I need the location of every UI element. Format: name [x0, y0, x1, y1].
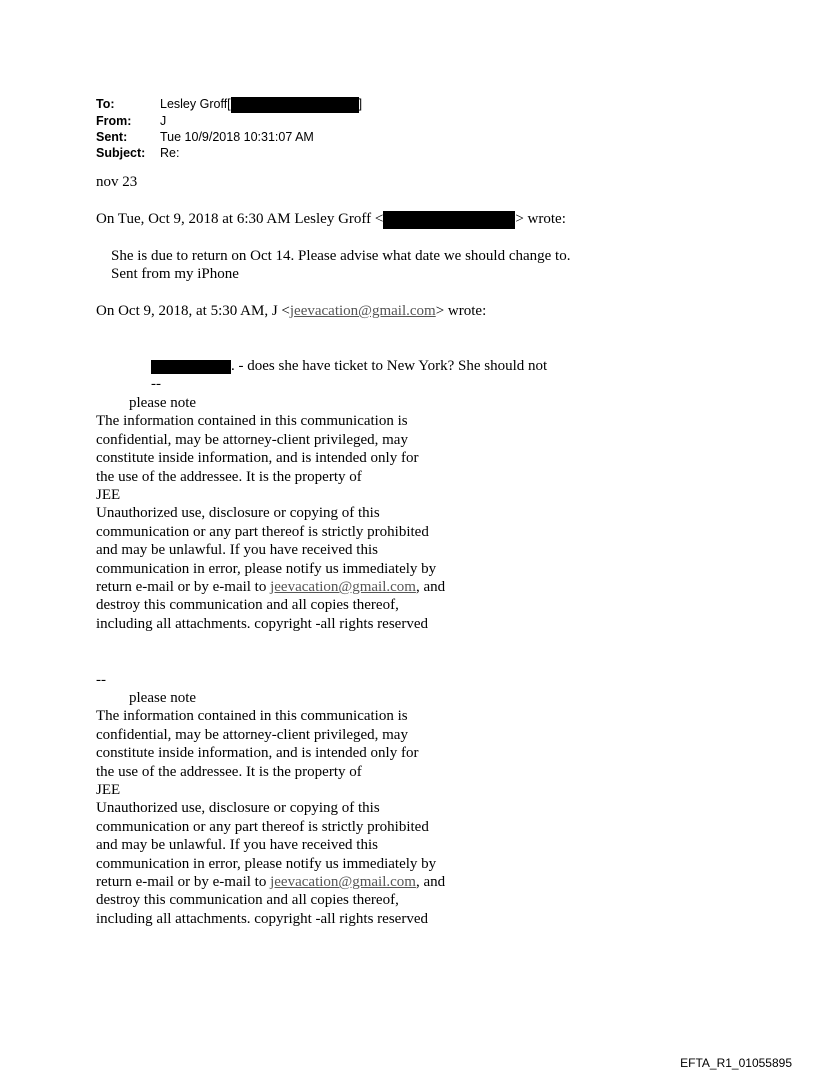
notice-line: and may be unlawful. If you have received this	[96, 542, 378, 559]
notice-line: the use of the addressee. It is the property of	[96, 468, 362, 485]
email-link[interactable]: jeevacation@gmail.com	[289, 303, 436, 319]
notice-line: return e-mail or by e-mail to jeevacation@gmail.com, and	[96, 874, 446, 891]
from-row	[96, 113, 362, 129]
document-id: EFTA_R1_01055895	[680, 1056, 792, 1070]
subject-row	[96, 145, 362, 161]
notice-line: communication in error, please notify us immediately by	[96, 560, 437, 577]
quote1-line2: Sent from my iPhone	[111, 266, 239, 282]
from-label: From:	[96, 113, 132, 128]
sent-row	[96, 129, 362, 145]
notice-line: including all attachments. copyright -all rights reserved	[96, 910, 428, 927]
quote1-line1: She is due to return on Oct 14. Please advise what date we should change to.	[111, 248, 571, 264]
notice-line: confidential, may be attorney-client privileged, may	[96, 726, 408, 743]
redaction-bar	[151, 360, 231, 374]
redaction-bar	[231, 97, 359, 113]
notice-line: Unauthorized use, disclosure or copying of this	[96, 505, 380, 522]
notice-line: JEE	[96, 487, 121, 504]
to-value: Lesley Groff[ ]	[160, 97, 363, 111]
email-link[interactable]: jeevacation@gmail.com	[270, 579, 416, 596]
signature-dashes: --	[151, 376, 161, 392]
notice-line: communication in error, please notify us immediately by	[96, 855, 437, 872]
please-note: please note	[129, 690, 197, 706]
please-note: please note	[129, 395, 197, 411]
subject-label: Subject:	[96, 145, 146, 160]
confidentiality-notice	[96, 689, 516, 928]
sent-value: Tue 10/9/2018 10:31:07 AM	[160, 129, 314, 144]
from-value: J	[160, 113, 167, 128]
notice-line: The information contained in this communication is	[96, 708, 408, 725]
reply-text: nov 23	[96, 174, 138, 190]
redaction-bar	[383, 211, 515, 229]
notice-line: The information contained in this communication is	[96, 413, 408, 430]
notice-line: JEE	[96, 782, 121, 799]
notice-line: return e-mail or by e-mail to jeevacation@gmail.com, and	[96, 579, 446, 596]
notice-line: constitute inside information, and is intended only for	[96, 745, 419, 762]
notice-line: constitute inside information, and is intended only for	[96, 450, 419, 467]
notice-line: the use of the addressee. It is the property of	[96, 763, 362, 780]
notice-line: including all attachments. copyright -all rights reserved	[96, 615, 428, 632]
notice-line: Unauthorized use, disclosure or copying of this	[96, 800, 380, 817]
notice-line: communication or any part thereof is strictly prohibited	[96, 523, 429, 540]
to-row	[96, 96, 362, 113]
email-header	[96, 96, 362, 161]
notice-line: confidential, may be attorney-client privileged, may	[96, 431, 408, 448]
confidentiality-notice	[96, 394, 516, 633]
quote1-attribution: On Tue, Oct 9, 2018 at 6:30 AM Lesley Groff < > wrote:	[96, 211, 566, 227]
quote2-text: . - does she have ticket to New York? She should not	[151, 357, 547, 375]
sent-label: Sent:	[96, 129, 128, 144]
notice-line: destroy this communication and all copies thereof,	[96, 892, 399, 909]
subject-value: Re:	[160, 145, 180, 160]
to-label: To:	[96, 97, 115, 111]
email-link[interactable]: jeevacation@gmail.com	[270, 874, 416, 891]
notice-line: and may be unlawful. If you have received this	[96, 837, 378, 854]
notice-line: communication or any part thereof is strictly prohibited	[96, 818, 429, 835]
notice-line: destroy this communication and all copies thereof,	[96, 597, 399, 614]
signature-dashes: --	[96, 672, 106, 688]
quote2-attribution: On Oct 9, 2018, at 5:30 AM, J <jeevacation@gmail.com> wrote:	[96, 303, 487, 319]
